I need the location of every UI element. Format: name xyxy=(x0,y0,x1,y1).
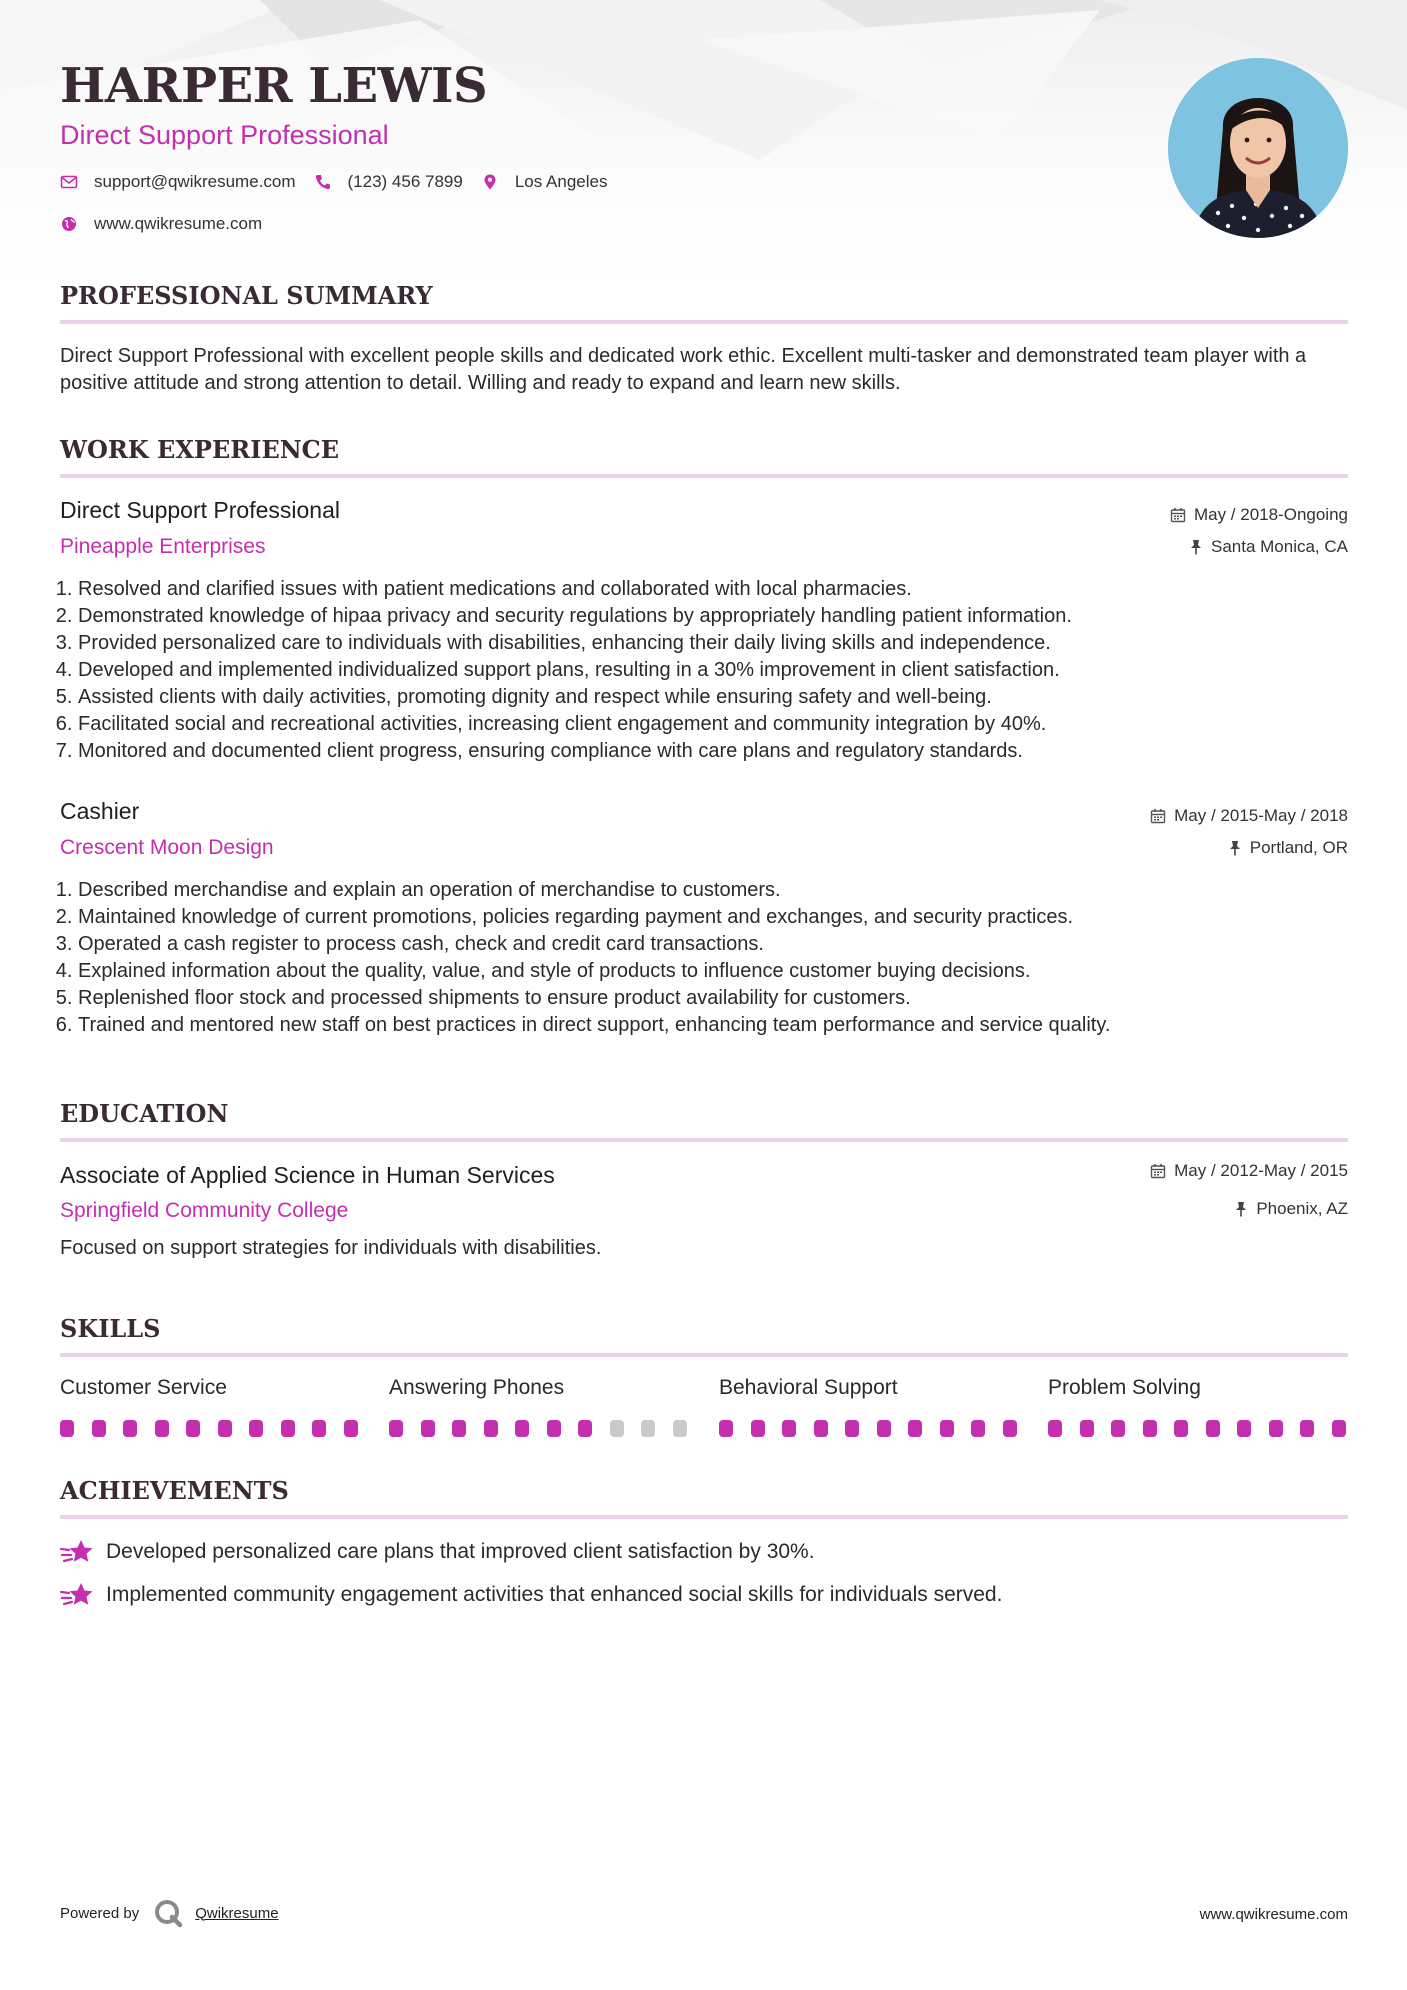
contact-phone[interactable] xyxy=(314,172,463,192)
map-pin-icon xyxy=(481,173,499,191)
phone-text: (123) 456 7899 xyxy=(347,172,463,191)
education-divider xyxy=(60,1138,1348,1142)
job-bullet: 7. Monitored and documented client progress, ensuring compliance with care plans and regulatory standards. xyxy=(78,738,1348,765)
profile-photo xyxy=(1168,58,1348,238)
achievement-item xyxy=(60,1580,1002,1610)
skill-dot-filled xyxy=(1174,1420,1188,1437)
education-section-title: EDUCATION xyxy=(60,1099,229,1128)
footer-powered-by xyxy=(60,1898,279,1928)
pushpin-icon xyxy=(1234,1201,1248,1217)
skill-dot-filled xyxy=(389,1420,403,1437)
skill-dot-filled xyxy=(578,1420,592,1437)
job-bullet: 6. Facilitated social and recreational activities, increasing client engagement and community integration by 40%. xyxy=(78,711,1348,738)
skill-dot-filled xyxy=(908,1420,922,1437)
job-dates xyxy=(1170,505,1348,525)
skill-dot-filled xyxy=(845,1420,859,1437)
powered-by-text: Powered by xyxy=(60,1904,140,1922)
skill-dot-filled xyxy=(155,1420,169,1437)
location-text: Los Angeles xyxy=(514,172,608,191)
job-bullet: 1. Resolved and clarified issues with patient medications and collaborated with local pharmacies. xyxy=(78,576,1348,603)
achievements-section-title: ACHIEVEMENTS xyxy=(60,1476,289,1505)
skill-dot-filled xyxy=(1143,1420,1157,1437)
job-location xyxy=(1189,537,1348,557)
skill-dot-filled xyxy=(249,1420,263,1437)
job-location-text: Portland, OR xyxy=(1249,838,1348,857)
skill-item xyxy=(60,1376,360,1406)
achievement-text: Developed personalized care plans that improved client satisfaction by 30%. xyxy=(106,1540,815,1563)
skill-rating xyxy=(719,1420,1019,1438)
skill-dot-filled xyxy=(515,1420,529,1437)
email-text: support@qwikresume.com xyxy=(94,172,296,191)
job-bullet: 6. Trained and mentored new staff on best practices in direct support, enhancing team performance and service quality. xyxy=(78,1012,1348,1039)
skill-dot-empty xyxy=(673,1420,687,1437)
job-bullet: 3. Operated a cash register to process cash, check and credit card transactions. xyxy=(78,931,1348,958)
calendar-icon xyxy=(1150,808,1166,824)
skill-item xyxy=(1048,1376,1348,1406)
job-dates-text: May / 2018-Ongoing xyxy=(1193,505,1348,524)
calendar-icon xyxy=(1150,1163,1166,1179)
skill-item xyxy=(389,1376,689,1406)
contact-email[interactable] xyxy=(60,172,296,192)
achievement-item xyxy=(60,1537,815,1567)
job-bullet: 4. Explained information about the quality, value, and style of products to influence customer buying decisions. xyxy=(78,958,1348,985)
globe-icon xyxy=(60,215,78,233)
candidate-name: HARPER LEWIS xyxy=(60,58,488,114)
job-bullet: 4. Developed and implemented individualized support plans, resulting in a 30% improvement in client satisfaction. xyxy=(78,657,1348,684)
shooting-star-icon xyxy=(60,1537,94,1567)
contact-row-website xyxy=(60,214,280,234)
skill-dot-empty xyxy=(610,1420,624,1437)
website-text: www.qwikresume.com xyxy=(94,214,263,233)
skill-dot-filled xyxy=(751,1420,765,1437)
skill-dot-filled xyxy=(421,1420,435,1437)
job-location-text: Santa Monica, CA xyxy=(1210,537,1348,556)
skill-dot-filled xyxy=(452,1420,466,1437)
job-bullet: 2. Maintained knowledge of current promotions, policies regarding payment and exchanges, and security practices. xyxy=(78,904,1348,931)
job-bullet: 2. Demonstrated knowledge of hipaa privacy and security regulations by appropriately handling patient information. xyxy=(78,603,1348,630)
calendar-icon xyxy=(1170,507,1186,523)
skill-dot-filled xyxy=(814,1420,828,1437)
qwikresume-link[interactable]: Qwikresume xyxy=(195,1904,279,1922)
skill-dot-filled xyxy=(218,1420,232,1437)
skill-dot-filled xyxy=(547,1420,561,1437)
contact-location xyxy=(481,172,608,192)
education-dates-text: May / 2012-May / 2015 xyxy=(1174,1161,1348,1180)
skill-dot-filled xyxy=(971,1420,985,1437)
skill-dot-filled xyxy=(312,1420,326,1437)
skill-dot-filled xyxy=(877,1420,891,1437)
skills-divider xyxy=(60,1353,1348,1357)
skill-dot-filled xyxy=(1206,1420,1220,1437)
skill-dot-filled xyxy=(1269,1420,1283,1437)
skill-dot-filled xyxy=(940,1420,954,1437)
education-description: Focused on support strategies for individuals with disabilities. xyxy=(60,1237,602,1259)
skill-dot-filled xyxy=(344,1420,358,1437)
job-bullet-list xyxy=(60,576,1348,765)
skill-rating xyxy=(389,1420,689,1438)
job-bullet: 5. Replenished floor stock and processed shipments to ensure product availability for customers. xyxy=(78,985,1348,1012)
job-bullet-list xyxy=(60,877,1348,1039)
skill-dot-filled xyxy=(92,1420,106,1437)
skill-name: Customer Service xyxy=(60,1376,227,1399)
skill-dot-filled xyxy=(281,1420,295,1437)
skill-rating xyxy=(1048,1420,1348,1438)
summary-divider xyxy=(60,320,1348,324)
experience-section-title: WORK EXPERIENCE xyxy=(60,435,340,464)
education-dates xyxy=(1150,1161,1348,1181)
skill-name: Behavioral Support xyxy=(719,1376,898,1399)
skill-dot-filled xyxy=(1080,1420,1094,1437)
job-location xyxy=(1228,838,1348,858)
contact-row xyxy=(60,172,625,192)
experience-divider xyxy=(60,474,1348,478)
summary-text: Direct Support Professional with excellent people skills and dedicated work ethic. Excellent multi-tasker and demonstrated team player with a positive attitude and strong attention to detail. Willing and ready to expand and learn new skills. xyxy=(60,345,1307,394)
skills-section-title: SKILLS xyxy=(60,1314,161,1343)
skill-dot-filled xyxy=(1237,1420,1251,1437)
education-location xyxy=(1234,1199,1348,1219)
skill-name: Problem Solving xyxy=(1048,1376,1201,1399)
achievements-divider xyxy=(60,1515,1348,1519)
job-role: Cashier xyxy=(60,798,140,824)
shooting-star-icon xyxy=(60,1580,94,1610)
job-role: Direct Support Professional xyxy=(60,497,340,523)
skill-rating xyxy=(60,1420,360,1438)
job-dates xyxy=(1150,806,1348,826)
contact-website[interactable] xyxy=(60,214,262,234)
phone-icon xyxy=(314,173,332,191)
skill-dot-filled xyxy=(1332,1420,1346,1437)
job-bullet: 1. Described merchandise and explain an operation of merchandise to customers. xyxy=(78,877,1348,904)
skill-dot-filled xyxy=(186,1420,200,1437)
job-dates-text: May / 2015-May / 2018 xyxy=(1174,806,1348,825)
education-degree: Associate of Applied Science in Human Services xyxy=(60,1162,555,1188)
achievement-text: Implemented community engagement activities that enhanced social skills for individuals served. xyxy=(106,1583,1003,1606)
skill-dot-filled xyxy=(1111,1420,1125,1437)
envelope-icon xyxy=(60,173,78,191)
education-location-text: Phoenix, AZ xyxy=(1256,1199,1348,1218)
skill-item xyxy=(719,1376,1019,1406)
skill-dot-filled xyxy=(484,1420,498,1437)
skill-dot-filled xyxy=(1048,1420,1062,1437)
skill-dot-filled xyxy=(782,1420,796,1437)
pushpin-icon xyxy=(1228,840,1242,856)
summary-section-title: PROFESSIONAL SUMMARY xyxy=(60,281,433,310)
job-company: Crescent Moon Design xyxy=(60,836,274,859)
skill-dot-empty xyxy=(641,1420,655,1437)
job-bullet: 3. Provided personalized care to individuals with disabilities, enhancing their daily living skills and independence. xyxy=(78,630,1348,657)
skill-name: Answering Phones xyxy=(389,1376,565,1399)
skill-dot-filled xyxy=(719,1420,733,1437)
skill-dot-filled xyxy=(123,1420,137,1437)
job-bullet: 5. Assisted clients with daily activities, promoting dignity and respect while ensuring safety and well-being. xyxy=(78,684,1348,711)
education-school: Springfield Community College xyxy=(60,1199,349,1222)
qwikresume-logo-icon xyxy=(153,1898,183,1928)
pushpin-icon xyxy=(1189,539,1203,555)
job-company: Pineapple Enterprises xyxy=(60,535,266,558)
candidate-title: Direct Support Professional xyxy=(60,120,389,150)
skill-dot-filled xyxy=(60,1420,74,1437)
skill-dot-filled xyxy=(1300,1420,1314,1437)
footer-url[interactable]: www.qwikresume.com xyxy=(1199,1906,1348,1923)
skill-dot-filled xyxy=(1003,1420,1017,1437)
